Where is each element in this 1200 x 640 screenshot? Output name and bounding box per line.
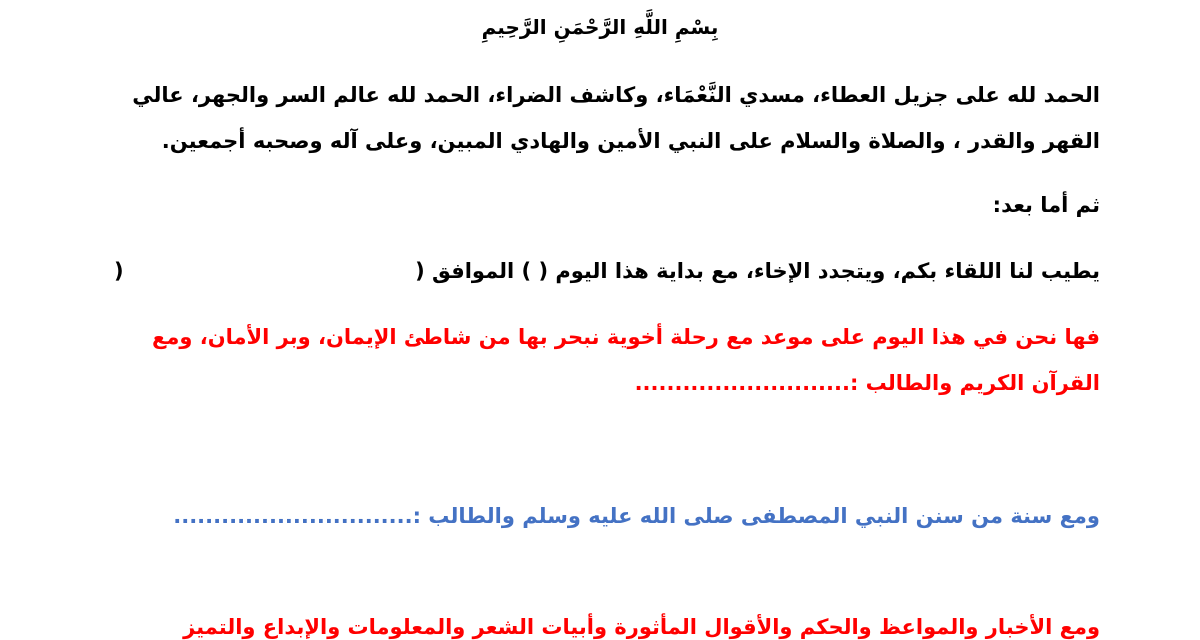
sunnah-line: ومع سنة من سنن النبي المصطفى صلى الله عليه وسلم والطالب :.............................. [173, 504, 1100, 528]
basmala-heading: بِسْمِ اللَّهِ الرَّحْمَنِ الرَّحِيمِ [481, 15, 719, 39]
quran-paragraph-line-2: القرآن الكريم والطالب :........................... [634, 371, 1100, 395]
quran-paragraph-line-1: فها نحن في هذا اليوم على موعد مع رحلة أخوية نبحر بها من شاطئ الإيمان، وبر الأمان، ومع [152, 325, 1100, 349]
intro-line-1: الحمد لله على جزيل العطاء، مسدي النَّعْمَاء، وكاشف الضراء، الحمد لله عالم السر والجهر، عالي [132, 83, 1100, 107]
greeting-line: يطيب لنا اللقاء بكم، ويتجدد الإخاء، مع بداية هذا اليوم ( ) الموافق ( [415, 259, 1100, 283]
intro-line-2: القهر والقدر ، والصلاة والسلام على النبي الأمين والهادي المبين، وعلى آله وصحبه أجمعين. [161, 129, 1100, 153]
amma-baad-heading: ثم أما بعد: [992, 193, 1100, 217]
greeting-closing-bracket: ) [114, 259, 124, 283]
cut-off-line: ومع الأخبار والمواعظ والحكم والأقوال المأثورة وأبيات الشعر والمعلومات والإبداع والتميز [183, 615, 1100, 639]
